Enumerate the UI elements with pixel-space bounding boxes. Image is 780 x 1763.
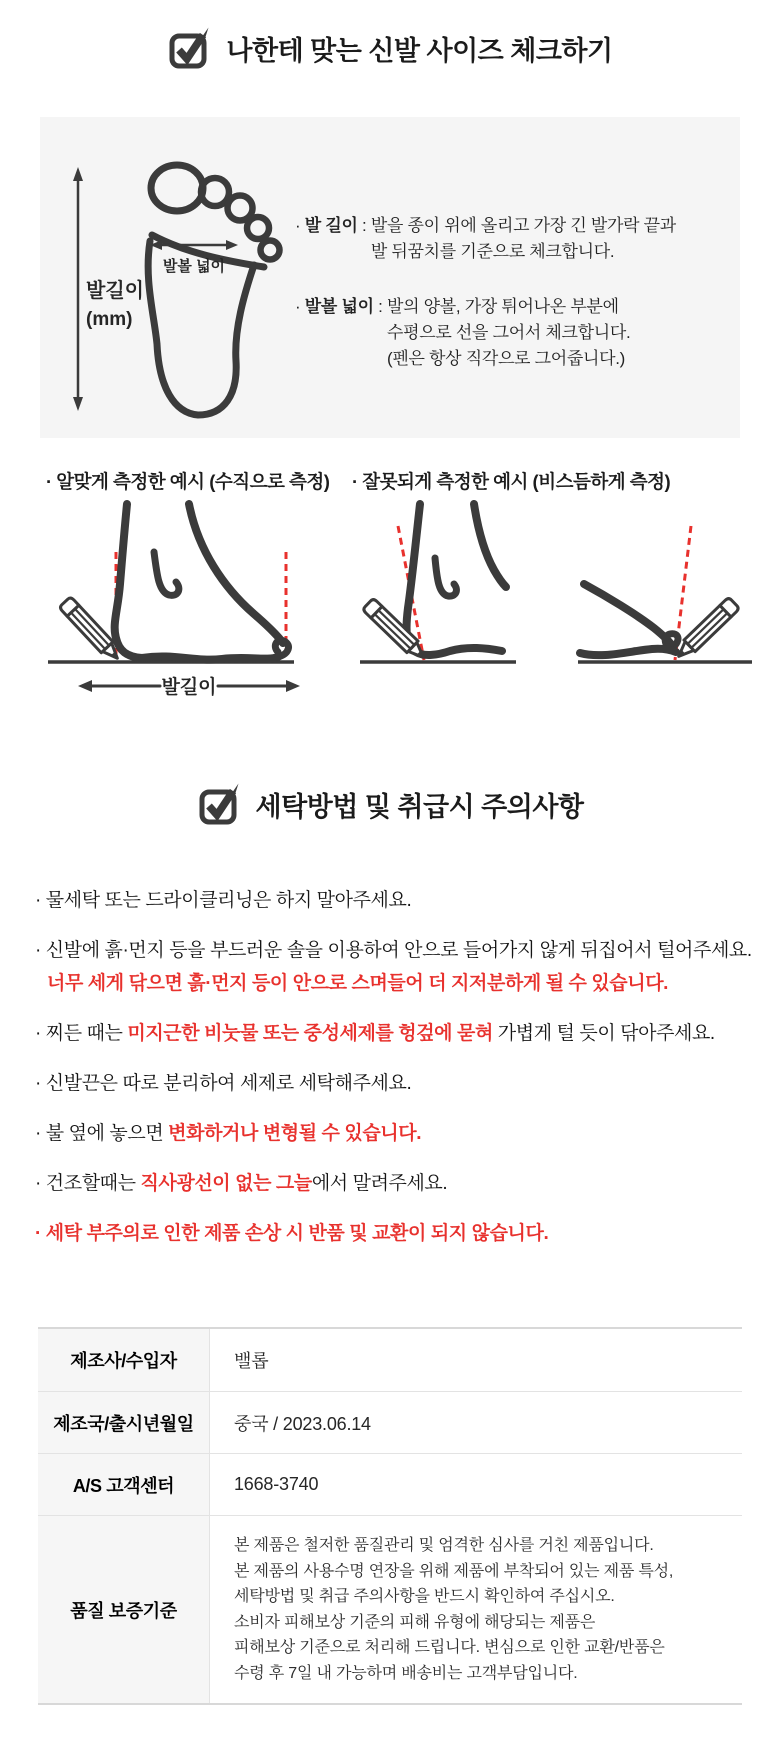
correct-foot-svg (26, 500, 326, 705)
wrong-measurement-illustration (338, 500, 762, 710)
care-instructions-list (35, 884, 761, 1267)
checkbox-check-icon (197, 782, 243, 826)
size-guide-bullet: · 발볼 넓이 : 발의 양볼, 가장 튀어나온 부분에 수평으로 선을 그어서 체크합니다. (펜은 항상 직각으로 그어줍니다.) (295, 297, 631, 368)
care-item: · 물세탁 또는 드라이클리닝은 하지 말아주세요. (35, 890, 412, 911)
foot-width-label: 발볼 넓이 (162, 258, 226, 275)
foot-length-arrow-label: 발길이 (161, 677, 217, 698)
pencil-icon (673, 597, 740, 662)
care-item: · 건조할때는 직사광선이 없는 그늘에서 말려주세요. (35, 1173, 448, 1194)
foot-length-unit: (mm) (86, 309, 133, 330)
correct-example-heading: · 알맞게 측정한 예시 (수직으로 측정) (46, 471, 330, 492)
size-guide-instructions (291, 117, 740, 438)
foot-length-label: 발길이 (86, 280, 144, 302)
care-header (0, 782, 780, 826)
info-row-value: 1668-3740 (210, 1453, 742, 1515)
correct-measurement-illustration (26, 500, 326, 710)
wrong-example-heading: · 잘못되게 측정한 예시 (비스듬하게 측정) (352, 471, 671, 492)
checkbox-check-icon (167, 26, 213, 70)
info-row-label: 제조국/출시년월일 (38, 1391, 210, 1453)
size-guide-bullet: · 발 길이 : 발을 종이 위에 올리고 가장 긴 발가락 끝과 발 뒤꿈치를 기준으로 체크합니다. (295, 216, 676, 261)
foot-sole-svg (56, 129, 291, 421)
care-title: 세탁방법 및 취급시 주의사항 (255, 791, 584, 822)
care-item: · 신발끈은 따로 분리하여 세제로 세탁해주세요. (35, 1073, 412, 1094)
care-item: · 신발에 흙·먼지 등을 부드러운 솔을 이용하여 안으로 들어가지 않게 뒤집어서 털어주세요. 너무 세게 닦으면 흙·먼지 등이 안으로 스며들어 더 지저분하게 될 수 있습니다. (35, 940, 752, 994)
info-row-value: 본 제품은 철저한 품질관리 및 엄격한 심사를 거친 제품입니다. 본 제품의 사용수명 연장을 위해 제품에 부착되어 있는 제품 특성, 세탁방법 및 취급 주의사항을 반드시 확인하여 주십시오. 소비자 피해보상 기준의 피해 유형에 해당되는 제품은 피해보상 기준으로 처리해 드립니다. 변심으로 인한 교환/반품은 수령 후 7일 내 가능하며 배송비는 고객부담입니다. (210, 1515, 742, 1703)
info-row-label: 제조사/수입자 (38, 1329, 210, 1391)
size-guide-header (0, 26, 780, 70)
product-info-table (38, 1327, 742, 1705)
wrong-foot-svg (338, 500, 762, 705)
size-guide-box (40, 117, 740, 438)
info-row-value: 밸롭 (234, 1351, 269, 1371)
care-item: · 불 옆에 놓으면 변화하거나 변형될 수 있습니다. (35, 1123, 422, 1144)
info-row-label: 품질 보증기준 (38, 1515, 210, 1703)
care-item: · 찌든 때는 미지근한 비눗물 또는 중성세제를 헝겊에 묻혀 가볍게 털 듯이 닦아주세요. (35, 1023, 715, 1044)
info-row-label: A/S 고객센터 (38, 1453, 210, 1515)
info-row-value: 중국 / 2023.06.14 (210, 1391, 742, 1453)
foot-sole-diagram (40, 117, 291, 438)
pencil-icon (362, 598, 429, 663)
size-guide-title: 나한테 맞는 신발 사이즈 체크하기 (226, 35, 613, 66)
care-item: · 세탁 부주의로 인한 제품 손상 시 반품 및 교환이 되지 않습니다. (35, 1223, 549, 1244)
